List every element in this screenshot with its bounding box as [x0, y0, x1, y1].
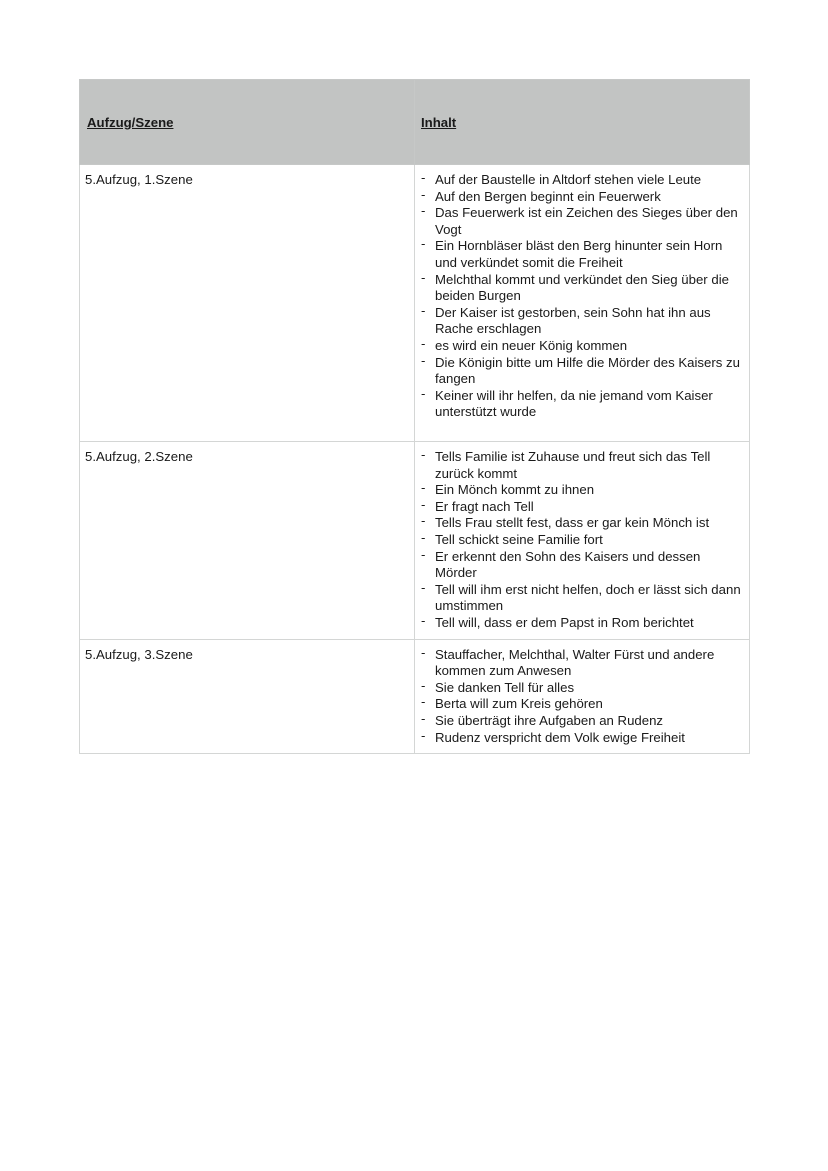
content-list	[421, 449, 743, 632]
dash-bullet: -	[421, 496, 426, 512]
table-row	[80, 639, 750, 754]
dash-bullet: -	[421, 677, 426, 693]
list-item: - Auf den Bergen beginnt ein Feuerwerk	[421, 186, 661, 204]
scene-cell: 5.Aufzug, 2.Szene	[80, 442, 415, 640]
table-header-row	[80, 80, 750, 165]
dash-bullet: -	[421, 727, 426, 743]
dash-bullet: -	[421, 546, 426, 562]
list-item: - Tells Familie ist Zuhause und freut sich das Tell zurück kommt	[421, 447, 711, 481]
dash-bullet: -	[421, 513, 426, 529]
list-item: - Keiner will ihr helfen, da nie jemand vom Kaiser unterstützt wurde	[421, 385, 713, 420]
scene-cell: 5.Aufzug, 3.Szene	[80, 639, 415, 754]
content-cell	[415, 442, 750, 640]
list-item: - Die Königin bitte um Hilfe die Mörder des Kaisers zu fangen	[421, 352, 740, 387]
list-item: - Melchthal kommt und verkündet den Sieg über die beiden Burgen	[421, 269, 729, 304]
list-item: - Berta will zum Kreis gehören	[421, 694, 603, 712]
dash-bullet: -	[421, 579, 426, 595]
list-item: - Rudenz verspricht dem Volk ewige Freiheit	[421, 727, 685, 745]
dash-bullet: -	[421, 447, 426, 462]
content-cell	[415, 639, 750, 754]
dash-bullet: -	[421, 529, 426, 545]
scene-cell: 5.Aufzug, 1.Szene	[80, 165, 415, 442]
list-item: - Tell will ihm erst nicht helfen, doch er lässt sich dann umstimmen	[421, 579, 741, 614]
list-item: - Der Kaiser ist gestorben, sein Sohn hat ihn aus Rache erschlagen	[421, 302, 711, 337]
dash-bullet: -	[421, 335, 426, 351]
dash-bullet: -	[421, 694, 426, 710]
list-item: - Sie danken Tell für alles	[421, 677, 575, 695]
header-aufzug-szene: Aufzug/Szene	[80, 80, 415, 165]
content-list	[421, 172, 743, 421]
dash-bullet: -	[421, 644, 426, 660]
dash-bullet: -	[421, 352, 426, 368]
dash-bullet: -	[421, 612, 426, 628]
list-item: - Ein Hornbläser bläst den Berg hinunter sein Horn und verkündet somit die Freiheit	[421, 236, 723, 270]
list-item: - Das Feuerwerk ist ein Zeichen des Sieges über den Vogt	[421, 203, 738, 237]
dash-bullet: -	[421, 236, 426, 252]
dash-bullet: -	[421, 302, 426, 318]
list-item: - Ein Mönch kommt zu ihnen	[421, 480, 595, 498]
dash-bullet: -	[421, 710, 426, 726]
list-item: - es wird ein neuer König kommen	[421, 335, 628, 353]
content-cell	[415, 165, 750, 442]
dash-bullet: -	[421, 269, 426, 285]
table-row	[80, 165, 750, 442]
list-item: - Stauffacher, Melchthal, Walter Fürst und andere kommen zum Anwesen	[421, 644, 715, 679]
table-row	[80, 442, 750, 640]
list-item: - Auf der Baustelle in Altdorf stehen viele Leute	[421, 170, 702, 187]
list-item: - Tell will, dass er dem Papst in Rom berichtet	[421, 612, 694, 630]
list-item: - Sie überträgt ihre Aufgaben an Rudenz	[421, 710, 664, 728]
dash-bullet: -	[421, 203, 426, 219]
scene-summary-table	[79, 79, 750, 754]
dash-bullet: -	[421, 385, 426, 401]
list-item: - Er erkennt den Sohn des Kaisers und dessen Mörder	[421, 546, 701, 581]
list-item: - Tell schickt seine Familie fort	[421, 529, 603, 547]
list-item: - Tells Frau stellt fest, dass er gar kein Mönch ist	[421, 513, 710, 531]
content-list	[421, 644, 743, 747]
list-item: - Er fragt nach Tell	[421, 496, 534, 514]
dash-bullet: -	[421, 480, 426, 496]
dash-bullet: -	[421, 186, 426, 202]
header-inhalt: Inhalt	[415, 80, 750, 165]
dash-bullet: -	[421, 170, 426, 185]
